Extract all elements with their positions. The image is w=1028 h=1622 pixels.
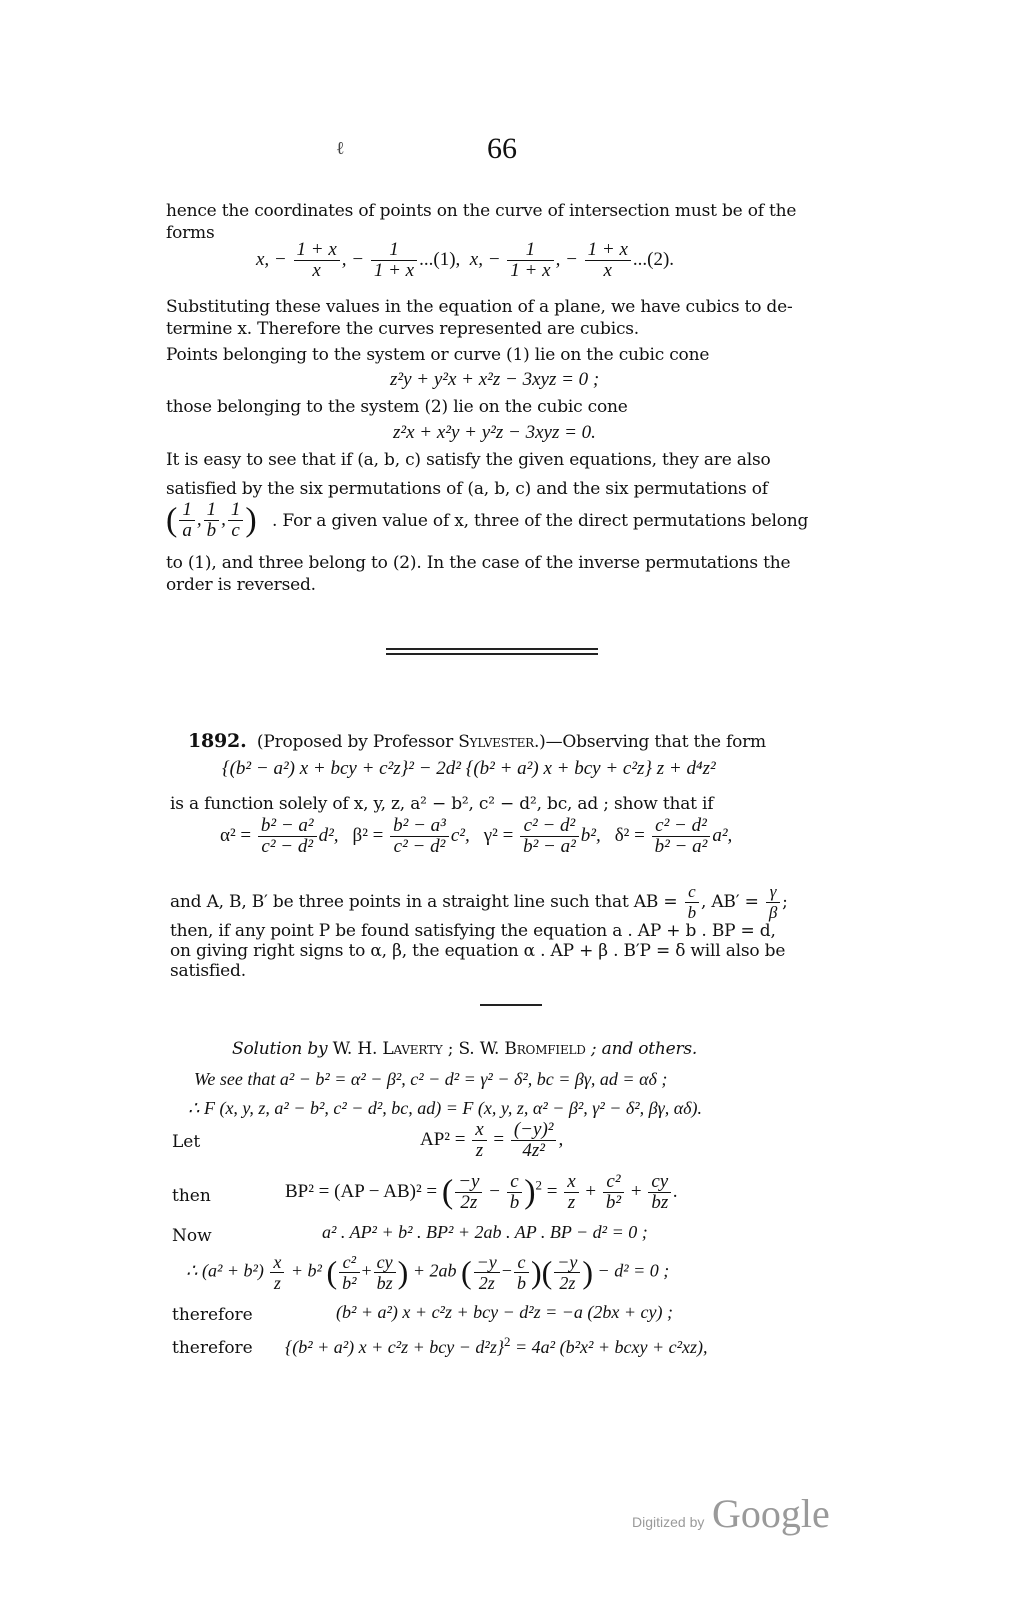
byline-suffix: ; and others.: [585, 1039, 698, 1059]
paragraph-line: It is easy to see that if (a, b, c) satisfy the given equations, they are also: [166, 450, 771, 470]
solution-line: We see that a² − b² = α² − β², c² − d² = γ² − δ², bc = βγ, ad = αδ ;: [194, 1069, 668, 1089]
eq-text: + 2ab: [412, 1260, 457, 1281]
definition-term: [352, 815, 470, 857]
therefore-equation: ∴ (a² + b²) $\frac{x}{z}$ + b² ( $\frac{\text{c²}}{\text{b²}}$ + $\frac{cy}{bz}$ ) + 2ab ( $\frac{-y}{2z}$ − $\frac{c}{b}$ )( $\frac{-y}{2z}$ ) − d² = 0 ;: [186, 1252, 670, 1293]
eq-text: BP² = (AP − AB)² =: [285, 1180, 438, 1202]
eq-text: −: [489, 1180, 500, 1202]
fraction: $\frac{c}{b}$: [514, 1252, 529, 1293]
solution-byline: [232, 1038, 697, 1060]
paragraph-line: to (1), and three belong to (2). In the case of the inverse permutations the: [166, 553, 791, 573]
byline-prefix: Solution by: [232, 1039, 328, 1059]
cubic-cone-equation-1: z²y + y²x + x²z − 3xyz = 0 ;: [390, 369, 600, 390]
fraction: $\frac{1}{1 + x}$: [507, 240, 553, 281]
fraction: $\frac{-y}{2z}$: [474, 1252, 500, 1293]
paragraph-line: Points belonging to the system or curve (1) lie on the cubic cone: [166, 345, 710, 365]
section-divider: [386, 653, 598, 655]
eq-text: α² =: [220, 824, 252, 846]
fraction: $\frac{c}{b}$: [507, 1172, 523, 1213]
then-equation: BP² = (AP − AB)² = ( $\frac{-y}{2z}$ − $\frac{c}{b}$ )$^2$ = $\frac{x}{z}$ + $\frac{\text{c²}}{\text{b²}}$ + $\frac{cy}{bz}$ .: [285, 1171, 678, 1213]
fraction: $\frac{c}{b}$: [685, 882, 699, 923]
eq-text: +: [585, 1180, 597, 1202]
eq-text: c²,: [450, 824, 470, 846]
definition-term: [220, 815, 339, 857]
therefore-equation-1: (b² + a²) x + c²z + bcy − d²z = −a (2bx + cy) ;: [336, 1302, 674, 1322]
paragraph-line: then, if any point P be found satisfying the equation a . AP + b . BP = d,: [170, 921, 776, 941]
fraction: $\frac{-y}{2z}$: [554, 1252, 580, 1293]
eq-text: , −: [341, 248, 365, 270]
eq-text: γ² =: [483, 824, 514, 846]
definitions-equation: [220, 816, 860, 857]
eq-text: d²,: [318, 824, 339, 846]
fraction: $\frac{1}{1 + x}$: [371, 240, 417, 281]
stray-mark: ℓ: [336, 138, 345, 159]
paragraph-line: is a function solely of x, y, z, a² − b², c² − d², bc, ad ; show that if: [170, 794, 714, 814]
line-text: ;: [782, 892, 788, 912]
eq-text: .: [673, 1180, 678, 1202]
form-equation: {(b² − a²) x + bcy + c²z}² − 2d² {(b² + a²) x + bcy + c²z} z + d⁴z²: [222, 758, 716, 779]
eq-text: x, −: [256, 248, 287, 270]
exponent: 2: [535, 1177, 543, 1193]
fraction: $\frac{\gamma}{\beta}$: [766, 882, 780, 923]
fraction: $\frac{\text{b² − a³}}{\text{c² − d²}}$: [390, 816, 449, 857]
step-label: then: [172, 1186, 211, 1206]
definition-term: [483, 815, 601, 857]
problem-number: 1892.: [188, 730, 247, 752]
byline-text: W. H.: [327, 1039, 383, 1059]
let-equation: [420, 1120, 563, 1161]
line-text: , AB′ =: [700, 892, 759, 912]
cubic-cone-equation-2: z²x + x²y + y²z − 3xyz = 0.: [393, 422, 596, 443]
step-label: Let: [172, 1132, 201, 1152]
fraction: $\frac{-y}{2z}$: [455, 1172, 482, 1213]
eq-text: ∴ (a² + b²): [186, 1260, 264, 1281]
fraction: $\frac{1}{a}$: [179, 500, 195, 541]
eq-text: +: [630, 1180, 642, 1202]
line-text: and A, B, B′ be three points in a straight line such that AB =: [170, 892, 678, 912]
fraction: $\frac{x}{z}$: [270, 1252, 284, 1293]
digitized-by-label: Digitized by: [632, 1514, 705, 1530]
fraction: $\frac{x}{z}$: [564, 1172, 578, 1213]
author-name: Laverty: [382, 1039, 443, 1059]
eq-text: b²,: [580, 824, 601, 846]
proposer-name: Sylvester: [458, 732, 534, 752]
eq-text: +: [361, 1260, 372, 1281]
fraction: $\frac{\text{c² − d²}}{\text{b² − a²}}$: [520, 816, 579, 857]
solution-line: ∴ F (x, y, z, a² − b², c² − d², bc, ad) = F (x, y, z, α² − β², γ² − δ², βγ, αδ).: [188, 1098, 703, 1118]
problem-intro: (Proposed by Professor: [256, 732, 459, 752]
fraction: $\frac{\text{(−y)²}}{\text{4z²}}$: [511, 1120, 557, 1161]
fraction: $\frac{1 + x}{x}$: [294, 240, 340, 281]
eq-text: a²,: [712, 824, 733, 846]
paragraph-line: those belonging to the system (2) lie on the cubic cone: [166, 397, 628, 417]
byline-text: ; S. W.: [442, 1039, 505, 1059]
step-label: Now: [172, 1226, 212, 1246]
paragraph-line: on giving right signs to α, β, the equation α . AP + β . B′P = δ will also be: [170, 941, 786, 961]
eq-text: =: [546, 1180, 558, 1202]
eq-text: x, −: [469, 248, 501, 270]
forms-equation: [256, 240, 674, 281]
eq-text: − d² = 0 ;: [597, 1260, 670, 1281]
paragraph-line: forms: [166, 223, 215, 243]
exponent: 2: [504, 1334, 511, 1349]
eq-text: β² =: [352, 824, 384, 846]
eq-text: =: [493, 1128, 505, 1150]
problem-header: [188, 730, 766, 753]
short-divider: [480, 1004, 542, 1006]
paragraph-line: satisfied by the six permutations of (a, b, c) and the six permutations of: [166, 479, 768, 499]
google-logo: Google: [712, 1491, 830, 1536]
reciprocal-triple: ( $\frac{1}{a}$ , $\frac{1}{b}$ , $\frac{1}{c}$ ): [166, 499, 257, 541]
paragraph-line: . For a given value of x, three of the direct permutations belong: [272, 511, 809, 531]
eq-text: AP² =: [420, 1128, 466, 1150]
paragraph-line: satisfied.: [170, 961, 246, 981]
problem-intro-end: .)—Observing that the form: [533, 732, 766, 752]
eq-text: , −: [555, 248, 578, 270]
now-equation: a² . AP² + b² . BP² + 2ab . AP . BP − d² = 0 ;: [322, 1222, 648, 1242]
fraction: $\frac{cy}{bz}$: [374, 1252, 396, 1293]
author-name: Bromfield: [504, 1039, 586, 1059]
fraction: $\frac{\text{c²}}{\text{b²}}$: [339, 1252, 359, 1293]
page-number: 66: [487, 132, 517, 165]
eq-text: ...(2).: [632, 248, 675, 270]
eq-text: δ² =: [614, 824, 645, 846]
eq-text: = 4a² (b²x² + bcxy + c²xz),: [515, 1337, 708, 1357]
fraction: $\frac{x}{z}$: [472, 1120, 486, 1161]
eq-text: {(b² + a²) x + c²z + bcy − d²z}: [285, 1337, 505, 1357]
fraction: $\frac{\text{c²}}{\text{b²}}$: [603, 1172, 624, 1213]
step-label: therefore: [172, 1305, 253, 1325]
section-divider: [386, 648, 598, 650]
fraction: $\frac{\text{b² − a²}}{\text{c² − d²}}$: [258, 816, 317, 857]
eq-text: −: [501, 1260, 512, 1281]
fraction: $\frac{1}{b}$: [204, 500, 220, 541]
eq-text: ...(1),: [419, 248, 461, 270]
eq-text: + b²: [290, 1260, 322, 1281]
eq-text: ,: [558, 1128, 564, 1150]
paragraph-line: Substituting these values in the equation of a plane, we have cubics to de-: [166, 297, 793, 317]
step-label: therefore: [172, 1338, 253, 1358]
therefore-equation-2: [285, 1334, 708, 1358]
fraction: $\frac{cy}{bz}$: [648, 1172, 671, 1213]
fraction: $\frac{1 + x}{x}$: [585, 240, 631, 281]
paragraph-line: termine x. Therefore the curves represented are cubics.: [166, 319, 640, 339]
fraction: $\frac{1}{c}$: [228, 500, 244, 541]
paragraph-line: hence the coordinates of points on the curve of intersection must be of the: [166, 201, 797, 221]
paragraph-line: [170, 882, 788, 923]
fraction: $\frac{\text{c² − d²}}{\text{b² − a²}}$: [652, 816, 711, 857]
paragraph-line: order is reversed.: [166, 575, 316, 595]
definition-term: [614, 815, 733, 857]
